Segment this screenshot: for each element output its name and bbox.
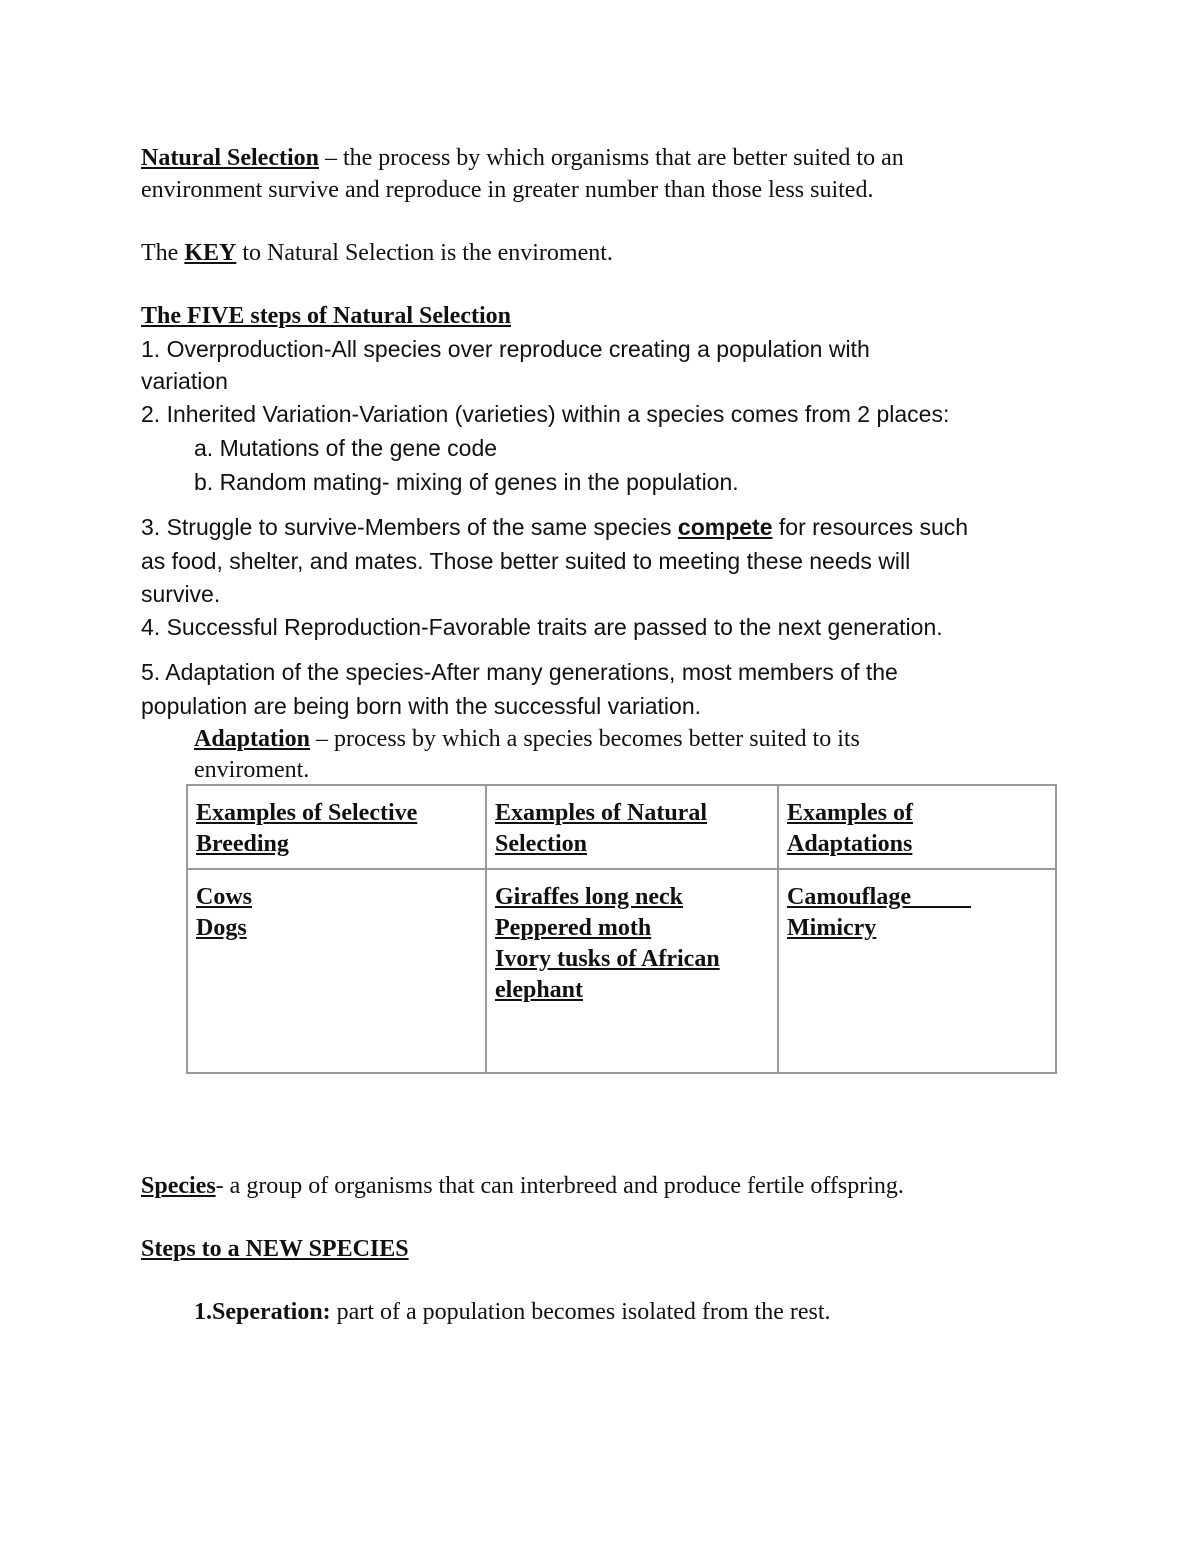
species-text: - a group of organisms that can interbreed and produce fertile offspring. (215, 1173, 904, 1199)
list-item: Dogs (196, 915, 247, 941)
header-text: Breeding (196, 831, 289, 857)
table-header-row (187, 785, 1056, 869)
cell-adaptations (778, 869, 1056, 1073)
header-text: Adaptations (787, 831, 913, 857)
list-item: Camouflage (787, 884, 971, 910)
header-natural-selection (486, 785, 778, 869)
key-statement (141, 237, 613, 270)
step-3-post: for resources such (772, 514, 969, 540)
examples-table (186, 784, 1057, 1074)
list-item: Peppered moth (495, 915, 652, 941)
step-1-line-1: 1. Overproduction-All species over reproduce creating a population with (141, 336, 870, 362)
cell-natural-selection (486, 869, 778, 1073)
definition-text-2: environment survive and reproduce in greater number than those less suited. (141, 177, 874, 203)
step-3-line-3: survive. (141, 581, 221, 607)
step-3-line-2: as food, shelter, and mates. Those better suited to meeting these needs will (141, 548, 911, 574)
step-2b: b. Random mating- mixing of genes in the population. (194, 469, 739, 495)
list-item: elephant (495, 977, 584, 1003)
natural-selection-definition (141, 142, 904, 175)
step-5-line-1: 5. Adaptation of the species-After many generations, most members of the (141, 659, 898, 685)
adaptation-text-1: – process by which a species becomes better suited to its (310, 726, 860, 752)
list-item: Giraffes long neck (495, 884, 683, 910)
compete-word: compete (677, 514, 773, 540)
list-item: Cows (196, 884, 253, 910)
five-steps-heading: The FIVE steps of Natural Selection (141, 303, 511, 329)
adaptation-text-2: enviroment. (194, 757, 310, 783)
species-term: Species (141, 1173, 216, 1199)
step-4: 4. Successful Reproduction-Favorable traits are passed to the next generation. (141, 614, 943, 640)
header-text: Examples of (787, 800, 913, 826)
step-3-pre: 3. Struggle to survive-Members of the same species (141, 514, 678, 540)
cell-selective-breeding (187, 869, 486, 1073)
list-item: Ivory tusks of African (495, 946, 720, 972)
species-definition (141, 1170, 904, 1203)
separation-step (194, 1296, 831, 1329)
key-pre: The (141, 240, 185, 266)
separation-text: part of a population becomes isolated from the rest. (330, 1299, 831, 1325)
adaptation-definition (194, 723, 860, 756)
step-5-line-2: population are being born with the successful variation. (141, 693, 702, 719)
key-post: to Natural Selection is the enviroment. (236, 240, 613, 266)
step-2-line-1: 2. Inherited Variation-Variation (varieties) within a species comes from 2 places: (141, 401, 950, 427)
step-3-line-1 (141, 511, 968, 544)
header-text: Selection (495, 831, 587, 857)
step-1-line-2: variation (141, 368, 228, 394)
header-text: Examples of Natural (495, 800, 707, 826)
separation-label: 1.Seperation: (194, 1299, 331, 1325)
definition-text-1: – the process by which organisms that are better suited to an (318, 145, 904, 171)
adaptation-term: Adaptation (194, 726, 311, 752)
natural-selection-term: Natural Selection (141, 145, 319, 171)
step-2a: a. Mutations of the gene code (194, 435, 498, 461)
header-text: Examples of Selective (196, 800, 418, 826)
key-word: KEY (184, 240, 237, 266)
table-row (187, 869, 1056, 1073)
header-adaptations (778, 785, 1056, 869)
header-selective-breeding (187, 785, 486, 869)
list-item: Mimicry (787, 915, 877, 941)
new-species-heading: Steps to a NEW SPECIES (141, 1236, 409, 1262)
